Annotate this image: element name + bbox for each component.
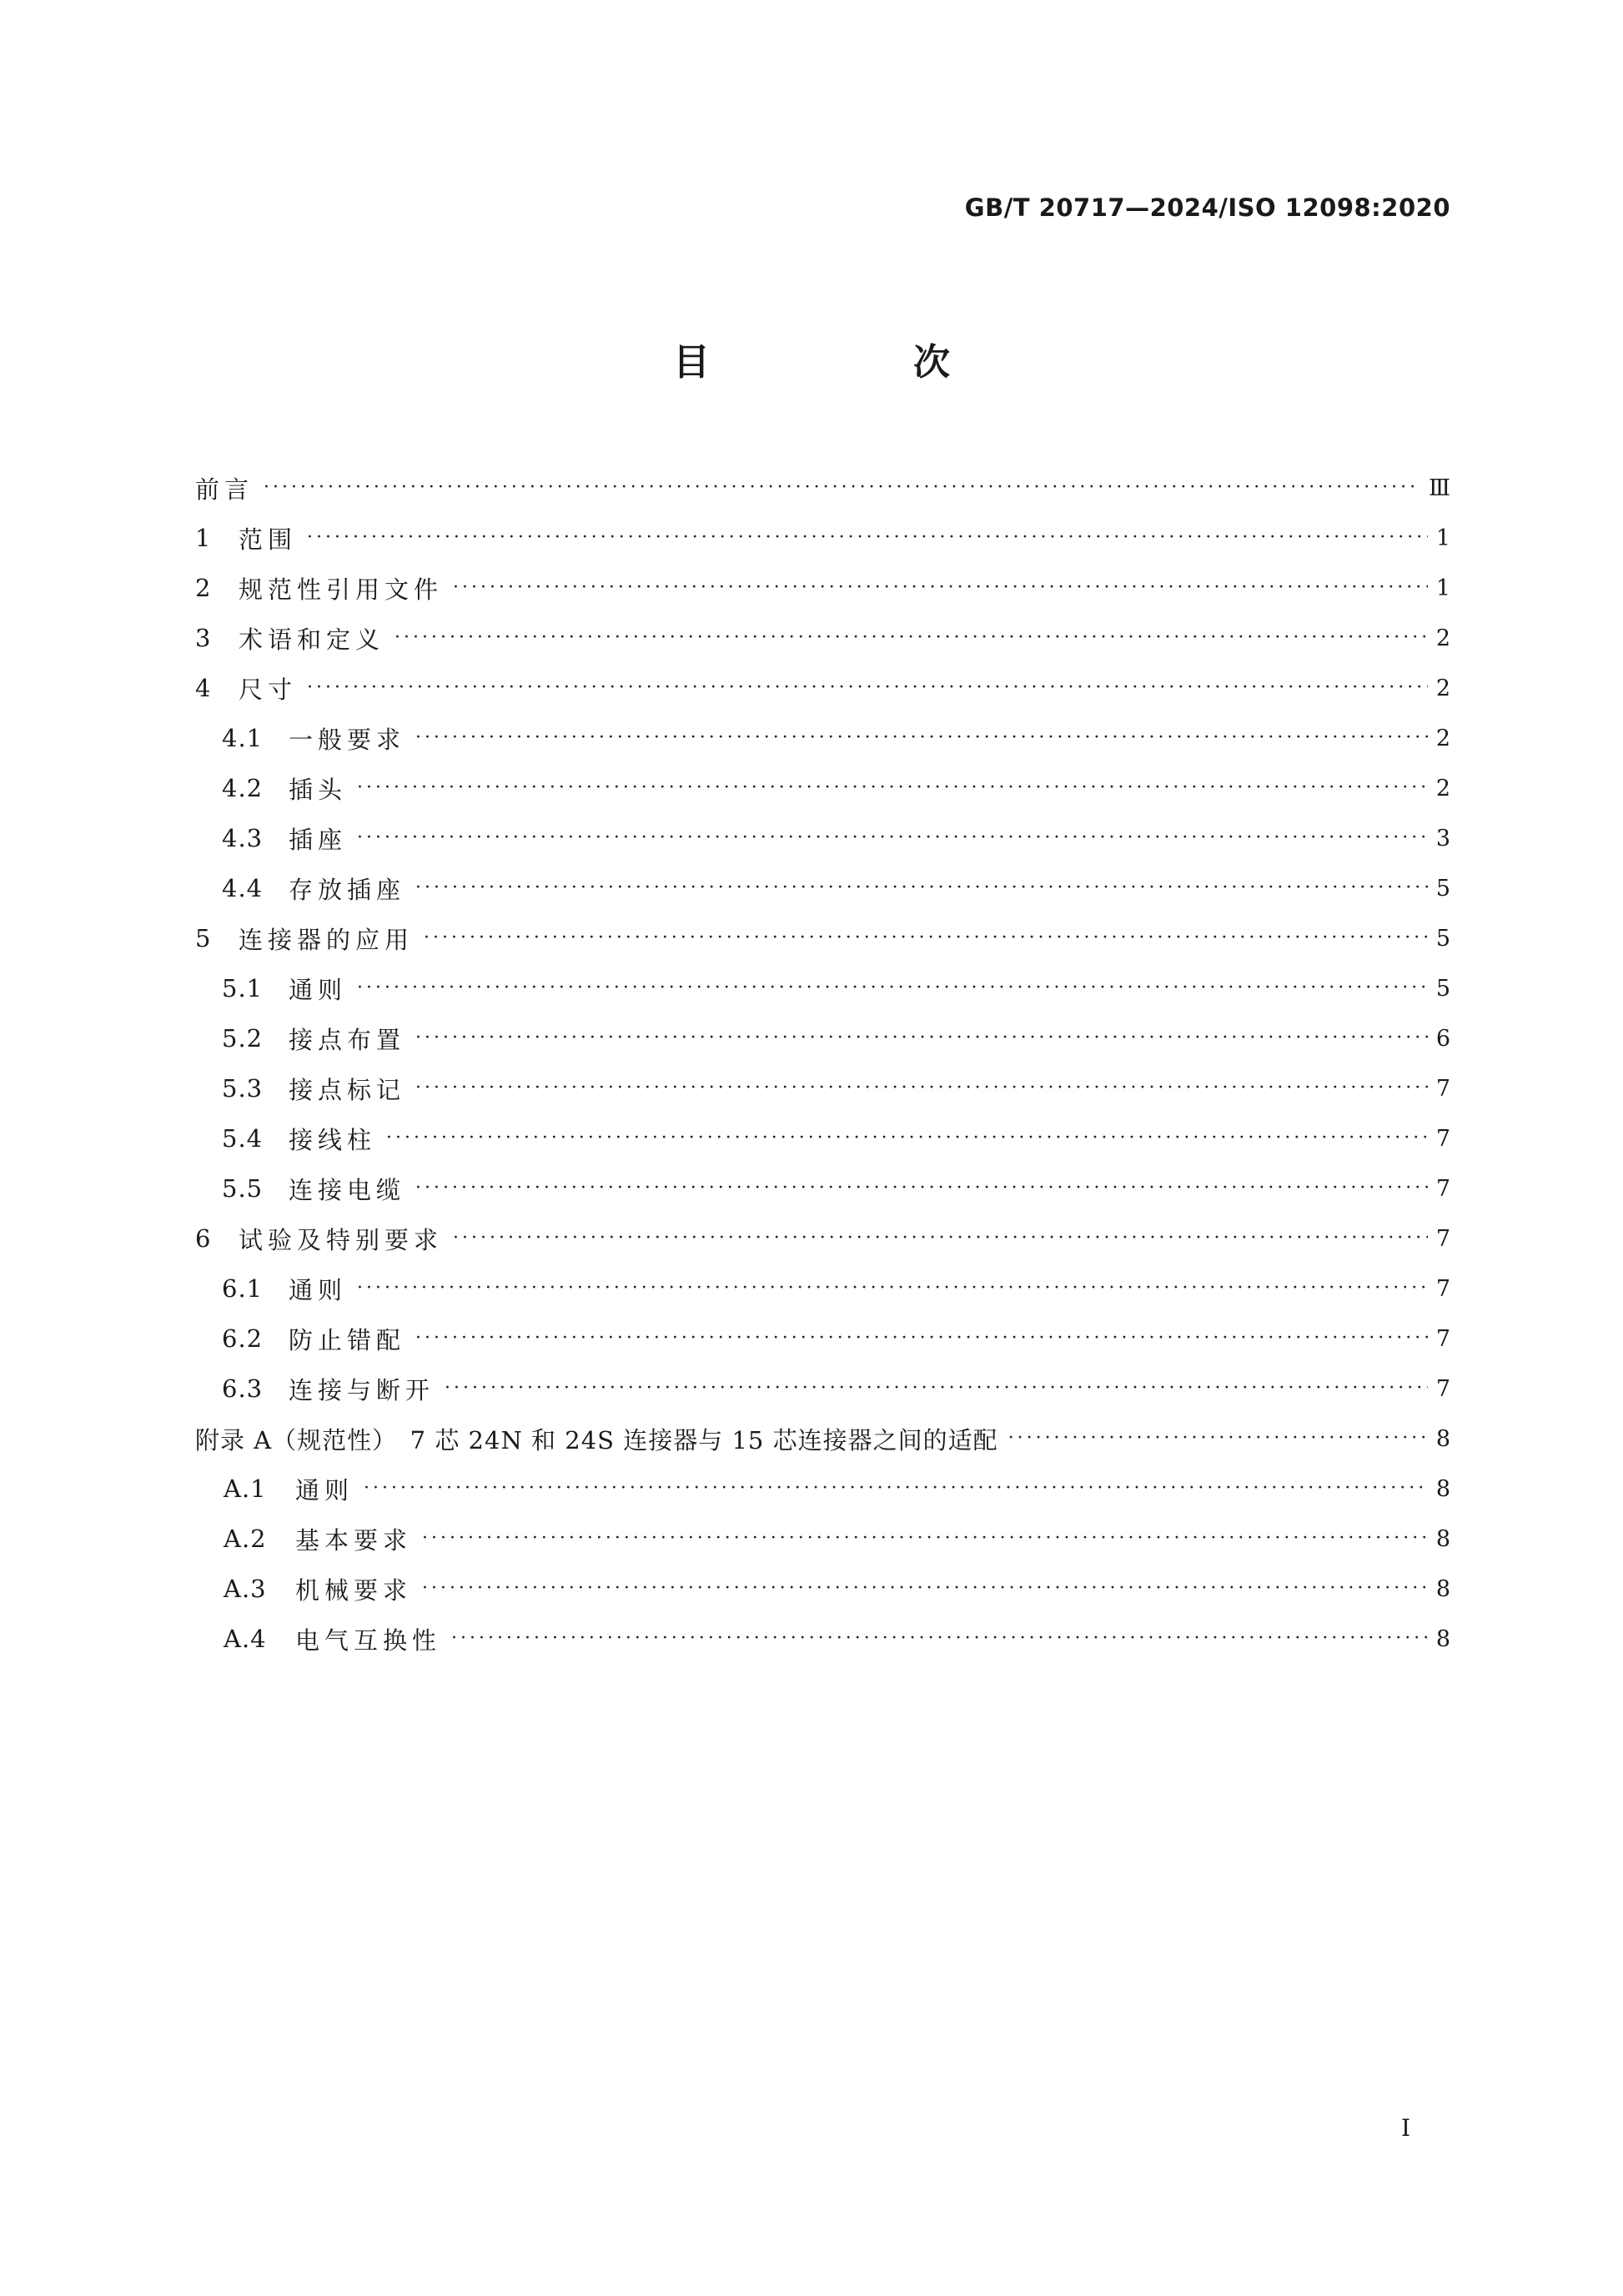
toc-entry-label: 一般要求 xyxy=(289,725,406,754)
toc-entry[interactable] xyxy=(195,1364,1450,1414)
toc-entry[interactable] xyxy=(195,1113,1450,1163)
toc-entry[interactable] xyxy=(195,1264,1450,1314)
toc-leader-dots xyxy=(307,679,1428,697)
toc-entry-number: 5.2 xyxy=(222,1024,264,1053)
toc-entry[interactable] xyxy=(195,1564,1450,1614)
toc-leader-dots xyxy=(422,1580,1428,1598)
toc-entry[interactable] xyxy=(195,713,1450,763)
toc-entry-number: 5.4 xyxy=(222,1124,264,1153)
toc-entry-label: 附录 A（规范性） 7 芯 24N 和 24S 连接器与 15 芯连接器之间的适配 xyxy=(195,1425,998,1454)
toc-entry-page: 7 xyxy=(1435,1275,1450,1302)
toc-entry-page: 7 xyxy=(1435,1325,1450,1352)
toc-entry-page: 7 xyxy=(1435,1225,1450,1252)
toc-entry-number: 3 xyxy=(195,624,212,652)
toc-leader-dots xyxy=(445,1379,1428,1398)
toc-entry-number: 4 xyxy=(195,674,212,702)
toc-entry-page: 3 xyxy=(1435,825,1450,852)
toc-entry-page: 8 xyxy=(1435,1625,1450,1652)
toc-entry-number: 6.3 xyxy=(222,1374,264,1403)
toc-entry-page: 5 xyxy=(1435,875,1450,902)
toc-entry-label: 机械要求 xyxy=(295,1575,413,1605)
toc-entry-number: 5.5 xyxy=(222,1174,264,1203)
toc-entry[interactable] xyxy=(195,1063,1450,1113)
toc-entry-page: 2 xyxy=(1435,625,1450,651)
toc-leader-dots xyxy=(415,1329,1428,1348)
toc-entry[interactable] xyxy=(195,763,1450,813)
toc-entry-page: 8 xyxy=(1435,1575,1450,1602)
toc-entry-page: 1 xyxy=(1435,525,1450,551)
toc-entry-number: 5 xyxy=(195,924,212,952)
toc-entry-number: 4.2 xyxy=(222,774,264,802)
toc-entry-label: 接点标记 xyxy=(289,1075,406,1104)
toc-leader-dots xyxy=(264,479,1420,497)
toc-entry-page: 2 xyxy=(1435,725,1450,751)
toc-leader-dots xyxy=(415,1029,1428,1048)
toc-leader-dots xyxy=(307,529,1428,547)
toc-entry-page: Ⅲ xyxy=(1428,475,1450,501)
toc-leader-dots xyxy=(415,729,1428,747)
toc-entry-page: 1 xyxy=(1435,575,1450,601)
toc-entry[interactable] xyxy=(195,1213,1450,1264)
toc-entry-label: 插座 xyxy=(289,825,348,854)
toc-leader-dots xyxy=(386,1129,1428,1148)
toc-leader-dots xyxy=(357,829,1428,847)
toc-entry[interactable] xyxy=(195,463,1450,513)
toc-entry-label: 通则 xyxy=(295,1475,354,1505)
toc-leader-dots xyxy=(451,1630,1428,1648)
toc-entry-number: 1 xyxy=(195,524,212,552)
toc-entry-page: 8 xyxy=(1435,1525,1450,1552)
toc-leader-dots xyxy=(415,879,1428,897)
toc-entry[interactable] xyxy=(195,813,1450,863)
toc-entry-page: 8 xyxy=(1435,1425,1450,1452)
toc-leader-dots xyxy=(415,1179,1428,1198)
toc-entry-label: 术语和定义 xyxy=(239,625,385,654)
toc-entry-page: 7 xyxy=(1435,1175,1450,1202)
toc-entry-label: 通则 xyxy=(289,1275,348,1304)
toc-entry-number: A.2 xyxy=(224,1525,267,1553)
toc-leader-dots xyxy=(394,629,1428,647)
toc-entry-label: 规范性引用文件 xyxy=(239,575,444,604)
toc-entry-page: 7 xyxy=(1435,1075,1450,1102)
toc-entry-page: 7 xyxy=(1435,1125,1450,1152)
toc-entry-number: 6.1 xyxy=(222,1274,264,1303)
toc-leader-dots xyxy=(364,1480,1428,1498)
toc-entry-number: 6.2 xyxy=(222,1324,264,1353)
toc-entry[interactable] xyxy=(195,1464,1450,1514)
toc-entry-number: 5.1 xyxy=(222,974,264,1002)
toc-leader-dots xyxy=(424,929,1428,947)
toc-entry[interactable] xyxy=(195,1514,1450,1564)
toc-entry[interactable] xyxy=(195,1414,1450,1464)
toc-entry-number: 4.4 xyxy=(222,874,264,902)
toc-entry-page: 2 xyxy=(1435,775,1450,801)
standard-code: GB/T 20717—2024/ISO 12098:2020 xyxy=(964,193,1450,222)
toc-entry[interactable] xyxy=(195,1614,1450,1664)
toc-leader-dots xyxy=(357,1279,1428,1298)
toc-leader-dots xyxy=(357,779,1428,797)
toc-entry-label: 基本要求 xyxy=(295,1525,413,1555)
toc-entry-number: 2 xyxy=(195,574,212,602)
toc-entry-page: 6 xyxy=(1435,1025,1450,1052)
toc-entry-label: 电气互换性 xyxy=(295,1625,442,1655)
toc-entry[interactable] xyxy=(195,963,1450,1013)
toc-entry[interactable] xyxy=(195,1163,1450,1213)
toc-entry[interactable] xyxy=(195,513,1450,563)
toc-entry-label: 接线柱 xyxy=(289,1125,377,1154)
toc-entry-page: 2 xyxy=(1435,675,1450,701)
toc-entry-number: A.4 xyxy=(224,1625,267,1653)
toc-entry-page: 5 xyxy=(1435,975,1450,1002)
toc-entry[interactable] xyxy=(195,1314,1450,1364)
toc-leader-dots xyxy=(357,979,1428,997)
toc-entry-number: 5.3 xyxy=(222,1074,264,1103)
toc-entry-label: 插头 xyxy=(289,775,348,804)
toc-entry-label: 接点布置 xyxy=(289,1025,406,1054)
page-folio: Ⅰ xyxy=(1401,2114,1411,2142)
toc-entry-number: A.1 xyxy=(224,1475,267,1503)
toc-entry-number: 4.1 xyxy=(222,724,264,752)
toc-entry-label: 尺寸 xyxy=(239,675,298,704)
toc-leader-dots xyxy=(1008,1429,1428,1448)
toc-entry-label: 连接与断开 xyxy=(289,1375,435,1404)
toc-entry-number: A.3 xyxy=(224,1575,267,1603)
toc-entry-page: 8 xyxy=(1435,1475,1450,1502)
toc-entry-label: 通则 xyxy=(289,975,348,1004)
toc-entry-label: 连接电缆 xyxy=(289,1175,406,1204)
toc-entry[interactable] xyxy=(195,913,1450,963)
toc-leader-dots xyxy=(422,1530,1428,1548)
toc-entry-label: 连接器的应用 xyxy=(239,925,415,954)
toc-entry-label: 存放插座 xyxy=(289,875,406,904)
table-of-contents xyxy=(195,463,1450,1664)
toc-leader-dots xyxy=(415,1079,1428,1098)
toc-leader-dots xyxy=(453,579,1428,597)
toc-entry-page: 5 xyxy=(1435,925,1450,952)
toc-entry-number: 4.3 xyxy=(222,824,264,852)
toc-entry[interactable] xyxy=(195,563,1450,613)
toc-entry-label: 试验及特别要求 xyxy=(239,1225,444,1254)
toc-entry[interactable] xyxy=(195,613,1450,663)
toc-leader-dots xyxy=(453,1229,1428,1248)
toc-entry-label: 范围 xyxy=(239,525,298,554)
toc-entry[interactable] xyxy=(195,663,1450,713)
toc-entry-label: 防止错配 xyxy=(289,1325,406,1354)
toc-entry-page: 7 xyxy=(1435,1375,1450,1402)
toc-entry[interactable] xyxy=(195,1013,1450,1063)
page-title: 目 次 xyxy=(673,341,1033,384)
toc-entry-label: 前言 xyxy=(195,475,254,504)
toc-entry-number: 6 xyxy=(195,1224,212,1253)
toc-entry[interactable] xyxy=(195,863,1450,913)
